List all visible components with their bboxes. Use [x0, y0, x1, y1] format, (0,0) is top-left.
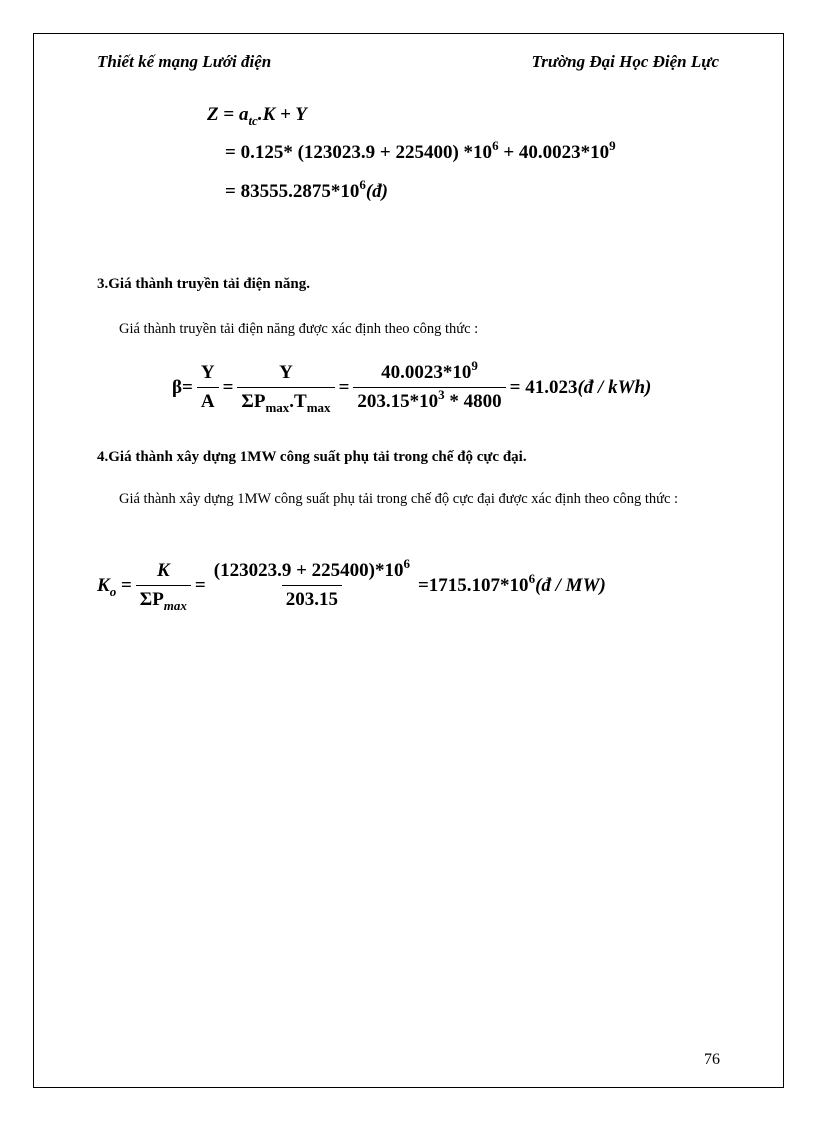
eq-beta-frac3 — [353, 358, 505, 413]
eq-beta-f2-den-b: .T — [289, 391, 307, 412]
eq-beta-f1-den: A — [197, 387, 219, 413]
eq-z-line2-b: + 40.0023*10 — [498, 142, 610, 163]
eq-z-lhs: Z — [207, 104, 219, 125]
eq-beta-f2-num: Y — [279, 362, 293, 383]
eq-z-a-sub: tc — [248, 113, 258, 128]
section4-paragraph: Giá thành xây dựng 1MW công suất phụ tải trong chế độ cực đại được xác định theo công thức : — [119, 491, 679, 507]
section3-heading: 3.Giá thành truyền tải điện năng. — [97, 276, 310, 292]
eq-z-line2-text: = 0.125* (123023.9 + 225400) *10 — [225, 142, 493, 163]
eq-k-lhs-sub: o — [109, 583, 117, 599]
eq-z-line3-exp: 6 — [359, 177, 366, 192]
eq-k-f2-den: 203.15 — [282, 585, 342, 611]
eq-k-lhs-text: K — [97, 574, 110, 596]
eq-beta-frac1 — [197, 362, 219, 413]
eq-k: $K_o$ = $\frac{K}{\Sigma P_{max}}$ = $\frac{(123023.9 + 225400)*10^6}{203.15}$ $=1715.107*10^6$ (đ / MW) — [97, 556, 606, 613]
eq-z-line2 — [225, 138, 616, 164]
eq-k-f2-num-exp: 6 — [403, 556, 410, 571]
header-left: Thiết kế mạng Lưới điện — [97, 52, 272, 71]
eq-k-f1-den-text: ΣP — [139, 589, 164, 610]
eq-beta-frac2 — [237, 362, 334, 413]
header-right: Trường Đại Học Điện Lực — [531, 52, 719, 71]
eq-k-f1-num: K — [157, 560, 170, 581]
section4-heading: 4.Giá thành xây dựng 1MW công suất phụ tải trong chế độ cực đại. — [97, 449, 527, 465]
eq-k-result-text: =1715.107*10 — [417, 574, 529, 596]
eq-k-unit: (đ / MW) — [535, 574, 606, 596]
eq-beta-f3-den-text: 203.15*10 — [357, 391, 439, 412]
eq-z-line3 — [225, 177, 388, 203]
eq-beta-f2-den-a: ΣP — [241, 391, 266, 412]
eq-z-line1: $Z = a_{tc}.K + Y$ — [207, 104, 307, 128]
eq-k-f2-num — [210, 556, 414, 585]
eq-k-lhs — [97, 575, 116, 597]
eq-beta-unit: (đ / kWh) — [577, 376, 652, 398]
eq-beta: β= $\frac{Y}{A}$ = $\frac{Y}{\Sigma P_{max}.T_{max}}$ = $\frac{40.0023*10^9}{203.15*10^3 * 4800}$ = 41.023 (đ / kWh) — [172, 358, 652, 415]
eq-beta-f3-num-exp: 9 — [471, 358, 478, 373]
eq-beta-f3-num-text: 40.0023*10 — [381, 362, 472, 383]
eq-z-line2-b-exp: 9 — [609, 138, 616, 153]
eq-k-frac2 — [210, 556, 414, 611]
page-number: 76 — [704, 1051, 720, 1068]
eq-z-rest: .K + Y — [257, 104, 307, 125]
eq-beta-f1-num: Y — [200, 362, 215, 383]
eq-beta-f3-den-tail: * 4800 — [444, 391, 502, 412]
eq-beta-f3-num — [377, 358, 482, 387]
eq-k-result — [417, 570, 536, 597]
eq-k-f1-den-sub: max — [163, 598, 187, 613]
eq-beta-f2-den — [237, 387, 334, 413]
eq-beta-f2-den-a-sub: max — [265, 400, 290, 415]
eq-z-line3-text: = 83555.2875*10 — [225, 181, 360, 202]
eq-k-result-exp: 6 — [528, 570, 536, 586]
eq-beta-lhs: β= — [172, 376, 193, 398]
eq-k-frac1 — [136, 560, 191, 611]
section3-paragraph: Giá thành truyền tải điện năng được xác định theo công thức : — [119, 321, 479, 337]
eq-z-line2-exp: 6 — [492, 138, 499, 153]
eq-z-a: a — [238, 104, 249, 125]
eq-beta-f3-den — [353, 387, 505, 413]
eq-z-line3-unit: (đ) — [365, 181, 388, 202]
eq-beta-f3-den-exp: 3 — [438, 387, 445, 402]
eq-k-f2-num-text: (123023.9 + 225400)*10 — [213, 560, 404, 581]
eq-beta-result: = 41.023 — [509, 376, 578, 398]
eq-beta-f2-den-b-sub: max — [306, 400, 331, 415]
eq-k-f1-den — [136, 585, 191, 611]
